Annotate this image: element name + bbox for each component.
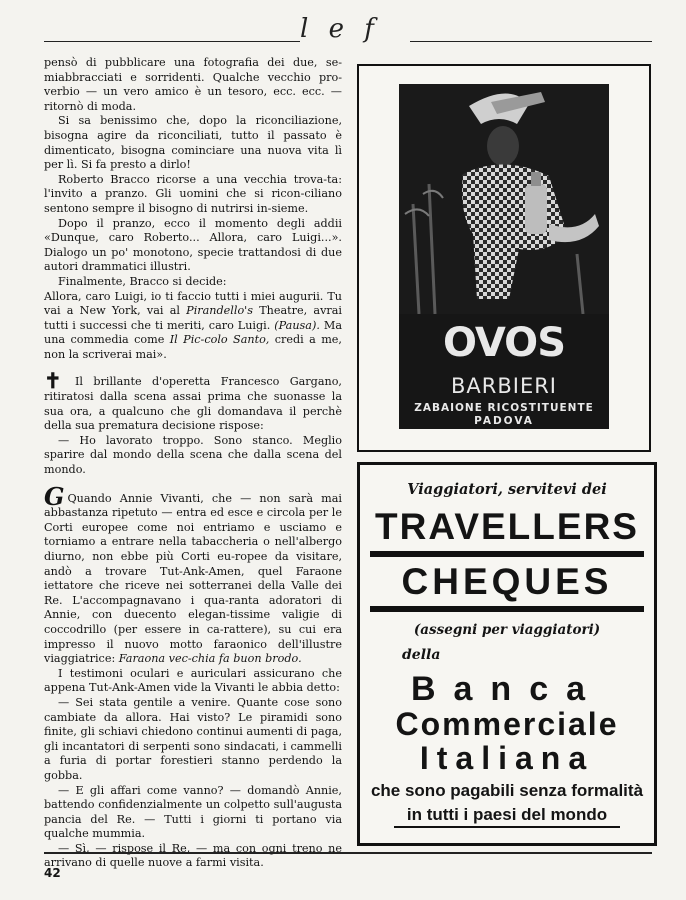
ornamental-initial-icon: G <box>44 481 65 511</box>
ad-bank-name-3: Italiana <box>419 740 595 776</box>
footer-rule <box>44 852 652 854</box>
header-rule-right <box>410 41 652 42</box>
ad-tagline: Viaggiatori, servitevi dei <box>407 481 607 498</box>
ovos-illustration <box>399 84 609 314</box>
text-run: Allora, caro Luigi, io ti faccio tutti i miei augurii. Tu vai a New York, vai al <box>44 289 342 318</box>
ad-della: della <box>402 647 441 663</box>
ovos-poster <box>399 84 609 429</box>
italic-run: Il Pic-colo Santo, <box>169 333 270 347</box>
bank-advertisement <box>357 462 657 846</box>
text-run: Quando Annie Vivanti, che — non sarà mai abbastanza ripetuto — entra ed esce e circola per le Corti europee come noi entriamo e usciamo e torniamo a entrare nella tabaccheria o nell'albergo diurno, non ebbe più Corti eu-ropee da visitare, andò a trovare Tut-Ank-Amen, quel Faraone iettatore che riceve nei sotterranei della Valle dei Re. L'accompagnavano i qua-ranta adoratori di Annie, con duecento elegan-tissime valigie di coccodrillo (per essere in ca-rattere), su cui era impresso il nuovo motto faraonico dell'illustre viaggiatrice: <box>44 491 342 666</box>
section-gargano <box>44 368 342 433</box>
text-run: Ma una commedia come <box>44 318 343 347</box>
ad-divider <box>370 551 644 557</box>
article-paragraph: — E gli affari come vanno? — domandò Annie, battendo confidenzialmente un colpetto sull'augusta pancia del Re. — Tutti i giorni ti portano via qualche mummia. <box>44 783 342 841</box>
page-number: 42 <box>44 866 61 880</box>
cross-ornament-icon: ✝ <box>44 368 62 394</box>
ad-bank-name-1: Banca <box>410 670 604 708</box>
article-paragraph <box>44 290 342 363</box>
italic-run: (Pausa). <box>274 318 320 332</box>
article-column <box>44 56 342 871</box>
article-paragraph: — Sì, — rispose il Re, — ma con ogni treno ne arrivano di quelle nuove a farmi visita. <box>44 841 342 870</box>
text-run: credi a me, non la scriverai mai». <box>44 333 342 361</box>
section-vivanti <box>44 481 342 667</box>
italic-run: Faraona vec-chia fa buon brodo. <box>118 652 302 666</box>
ovos-city: PADOVA <box>474 415 534 427</box>
article-paragraph: Dopo il pranzo, ecco il momento degli addii «Dunque, caro Roberto... Allora, caro Luigi...». Dialogo un po' monotono, specie trattandosi di due autori drammatici illustri. <box>44 216 342 274</box>
ad-divider <box>370 606 644 612</box>
ad-bank-name-2: Commerciale <box>395 706 619 742</box>
masthead-logo: l e f <box>300 14 380 44</box>
article-paragraph: I testimoni oculari e auriculari assicurano che appena Tut-Ank-Amen vide la Vivanti le abbia detto: <box>44 666 342 695</box>
text-run: Il brillante d'operetta Francesco Gargano, ritiratosi dalla scena assai prima che suonasse la sua ora, a qualcuno che gli domandava il perchè della sua prematura decisione rispose: <box>44 375 342 433</box>
article-paragraph: pensò di pubblicare una fotografia dei due, se-miabbracciati e sorridenti. Qualche vecchio pro-verbio — un vero amico è un tesoro, ecc. ecc. — ritornò di moda. <box>44 56 342 113</box>
header-rule-left <box>44 41 300 42</box>
article-paragraph: — Ho lavorato troppo. Sono stanco. Meglio sparire dal mondo della scena che dalla scena del mondo. <box>44 433 342 477</box>
ovos-advertisement <box>357 64 651 452</box>
italic-run: Pirandello's <box>186 304 253 318</box>
ad-underline <box>394 826 620 828</box>
ovos-product: ZABAIONE RICOSTITUENTE <box>414 402 594 414</box>
ovos-brand: OVOS <box>443 320 565 366</box>
article-paragraph: Roberto Bracco ricorse a una vecchia trova-ta: l'invito a pranzo. Gli uomini che si ricon-ciliano sentono sempre il bisogno di nutrirsi in-sieme. <box>44 172 342 215</box>
ad-claim-2: in tutti i paesi del mondo <box>406 805 608 824</box>
article-paragraph: Finalmente, Bracco si decide: <box>58 274 227 288</box>
text-run: Theatre, avrai tutti i successi che ti meriti, caro Luigi. <box>44 304 342 332</box>
ad-headline-cheques: CHEQUES <box>401 561 613 602</box>
article-paragraph: Si sa benissimo che, dopo la riconciliazione, bisogna agire da riconciliati, tutto il passato è dimenticato, bisogna cominciare una nuova vita lì per lì. Si fa presto a dirlo! <box>44 114 342 172</box>
article-paragraph: — Sei stata gentile a venire. Quante cose sono cambiate da allora. Hai visto? Le piramidi sono finite, gli schiavi chiedono continui aumenti di paga, gli incantatori di serpenti sono sindacati, i cammelli a furia di portar forestieri stanno perdendo la gobba. <box>44 695 342 782</box>
ovos-maker: BARBIERI <box>450 374 558 398</box>
ad-subtitle: (assegni per viaggiatori) <box>413 622 601 638</box>
ad-headline-travellers: TRAVELLERS <box>375 506 639 547</box>
ad-claim-1: che sono pagabili senza formalità <box>370 781 644 800</box>
